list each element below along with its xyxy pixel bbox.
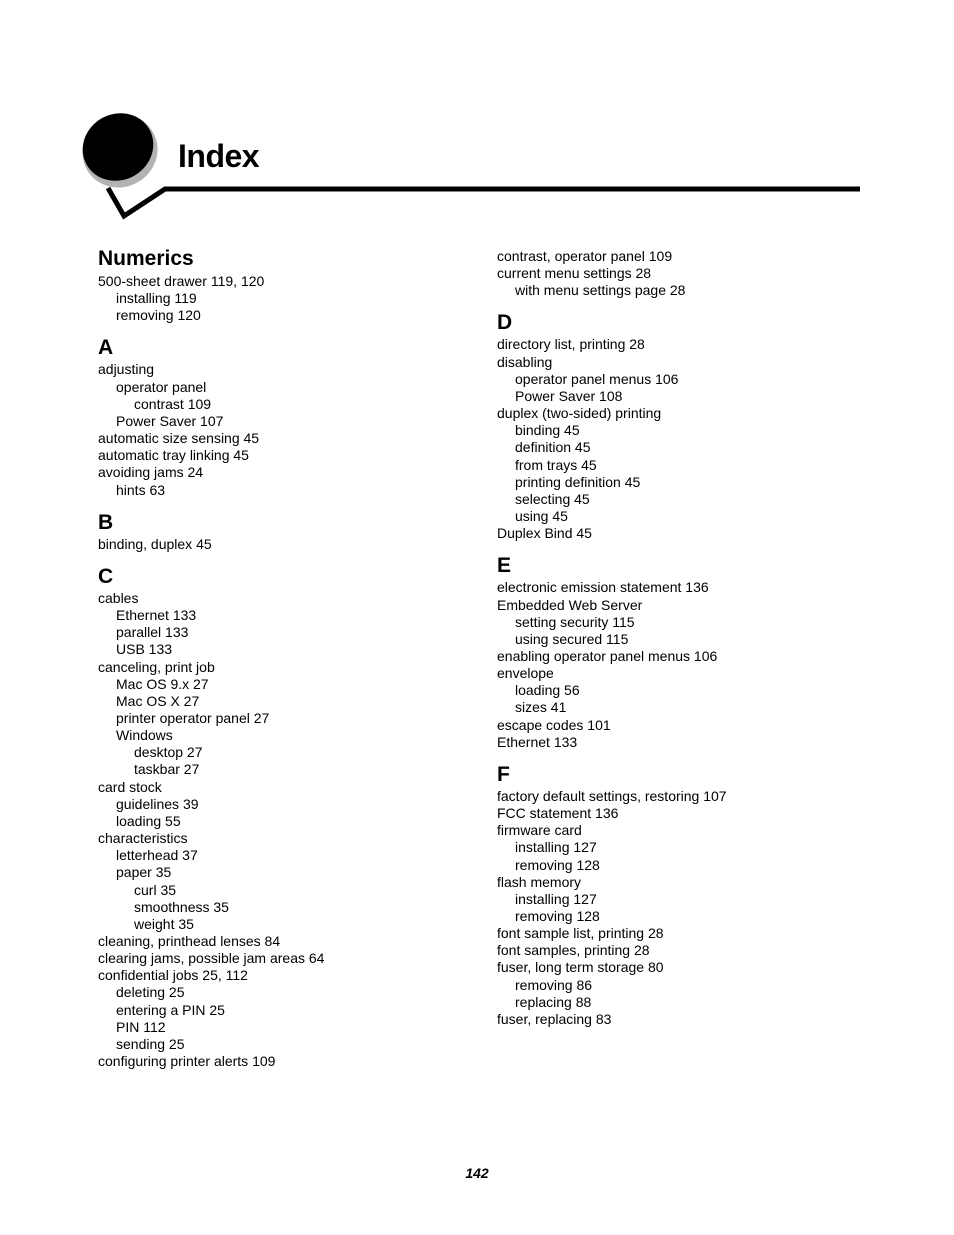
index-entry: clearing jams, possible jam areas 64 xyxy=(98,950,325,967)
index-entry: letterhead 37 xyxy=(116,847,198,864)
index-entry: printer operator panel 27 xyxy=(116,709,270,726)
index-entry: escape codes 101 xyxy=(497,716,611,733)
page-number: 142 xyxy=(465,1165,489,1181)
index-entry: with menu settings page 28 xyxy=(515,282,686,299)
index-entry: sending 25 xyxy=(116,1035,185,1052)
index-section-heading: F xyxy=(497,762,510,786)
index-entry: PIN 112 xyxy=(116,1018,166,1035)
index-section-heading: C xyxy=(98,564,114,588)
index-entry: characteristics xyxy=(98,830,188,847)
index-entry: replacing 88 xyxy=(515,993,592,1010)
index-section-heading: E xyxy=(497,554,512,578)
index-entry: cleaning, printhead lenses 84 xyxy=(98,933,281,949)
index-entry: card stock xyxy=(98,778,162,795)
index-entry: duplex (two-sided) printing xyxy=(497,405,662,422)
index-entry: from trays 45 xyxy=(515,456,597,473)
index-entry: hints 63 xyxy=(116,481,166,498)
index-entry: directory list, printing 28 xyxy=(497,336,645,353)
index-entry: firmware card xyxy=(497,822,582,839)
index-entry: enabling operator panel menus 106 xyxy=(497,647,718,664)
index-entry: avoiding jams 24 xyxy=(98,464,204,481)
index-entry: disabling xyxy=(497,353,553,370)
index-entry: Windows xyxy=(116,727,173,744)
index-entry: deleting 25 xyxy=(116,984,185,1001)
page-title: Index xyxy=(178,138,260,174)
index-entry: paper 35 xyxy=(116,864,172,881)
index-entry: Ethernet 133 xyxy=(497,733,578,750)
index-entry: binding, duplex 45 xyxy=(98,535,212,552)
index-entry: selecting 45 xyxy=(515,490,590,507)
section-spacer xyxy=(98,553,438,564)
index-section-heading: D xyxy=(497,311,513,335)
index-entry: taskbar 27 xyxy=(134,761,200,778)
index-entry: installing 127 xyxy=(515,890,597,907)
index-entry: FCC statement 136 xyxy=(497,805,619,822)
index-entry: flash memory xyxy=(497,873,582,890)
index-entry: smoothness 35 xyxy=(134,898,229,915)
index-entry: installing 119 xyxy=(116,290,197,307)
index-entry: fuser, replacing 83 xyxy=(497,1010,612,1027)
index-entry: Embedded Web Server xyxy=(497,596,643,613)
index-entry: using 45 xyxy=(515,508,568,525)
index-entry: font sample list, printing 28 xyxy=(497,925,664,942)
index-entry: Mac OS 9.x 27 xyxy=(116,675,209,692)
section-spacer xyxy=(497,542,837,553)
index-entry: loading 56 xyxy=(515,682,580,699)
index-entry: contrast, operator panel 109 xyxy=(497,248,673,264)
index-entry: setting security 115 xyxy=(515,613,635,630)
index-entry: removing 128 xyxy=(515,908,600,924)
index-entry: weight 35 xyxy=(134,915,194,932)
index-entry: using secured 115 xyxy=(515,630,629,647)
index-entry: 500-sheet drawer 119, 120 xyxy=(98,273,265,289)
index-entry: removing 120 xyxy=(116,307,201,324)
index-entry: automatic tray linking 45 xyxy=(98,447,249,464)
index-entry: loading 55 xyxy=(116,812,181,829)
index-entry: removing 86 xyxy=(515,976,593,993)
index-entry: Mac OS X 27 xyxy=(116,692,200,709)
index-entry: adjusting xyxy=(98,361,155,378)
index-section-heading: A xyxy=(98,336,114,360)
index-entry: Power Saver 108 xyxy=(515,387,623,404)
index-entry: cables xyxy=(98,589,139,606)
index-entry: desktop 27 xyxy=(134,744,203,761)
index-entry: operator panel xyxy=(116,378,207,395)
index-entry: definition 45 xyxy=(515,439,591,456)
index-entry: automatic size sensing 45 xyxy=(98,430,260,447)
index-entry: Ethernet 133 xyxy=(116,607,197,624)
section-spacer xyxy=(497,751,837,762)
index-entry: removing 128 xyxy=(515,856,600,873)
chapter-header-graphic xyxy=(0,0,954,230)
index-entry: electronic emission statement 136 xyxy=(497,579,709,596)
index-column-left xyxy=(98,246,438,1070)
index-section-heading: B xyxy=(98,510,114,534)
index-column-right xyxy=(497,248,837,1028)
index-entry: font samples, printing 28 xyxy=(497,942,650,959)
index-entry: confidential jobs 25, 112 xyxy=(98,967,248,984)
section-spacer xyxy=(497,299,837,310)
index-entry: Power Saver 107 xyxy=(116,412,224,429)
index-entry: operator panel menus 106 xyxy=(515,370,679,387)
index-entry: binding 45 xyxy=(515,422,580,439)
index-entry: canceling, print job xyxy=(98,658,215,675)
index-entry: fuser, long term storage 80 xyxy=(497,959,664,976)
index-entry: configuring printer alerts 109 xyxy=(98,1053,276,1070)
index-entry: USB 133 xyxy=(116,641,173,658)
index-entry: factory default settings, restoring 107 xyxy=(497,787,727,804)
index-entry: current menu settings 28 xyxy=(497,265,652,282)
index-entry: printing definition 45 xyxy=(515,473,641,490)
index-entry: sizes 41 xyxy=(515,699,567,716)
index-entry: Duplex Bind 45 xyxy=(497,525,592,542)
index-entry: curl 35 xyxy=(134,881,177,898)
section-spacer xyxy=(98,324,438,335)
index-entry: installing 127 xyxy=(515,839,597,856)
index-entry: envelope xyxy=(497,665,554,682)
index-section-heading: Numerics xyxy=(98,247,194,270)
index-entry: contrast 109 xyxy=(134,395,212,412)
index-entry: entering a PIN 25 xyxy=(116,1001,225,1018)
index-entry: guidelines 39 xyxy=(116,795,199,812)
section-spacer xyxy=(98,499,438,510)
index-entry: parallel 133 xyxy=(116,624,189,641)
